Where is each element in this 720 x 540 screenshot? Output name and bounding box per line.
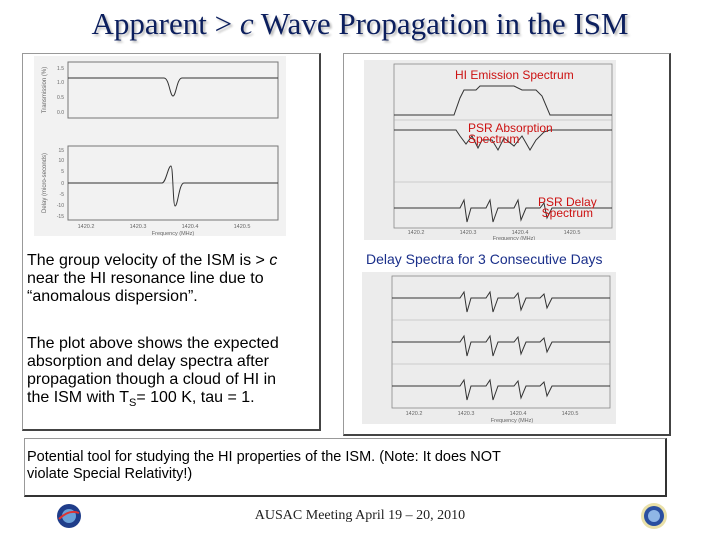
group-velocity-paragraph bbox=[27, 252, 319, 306]
bottom-tick: 10 bbox=[58, 158, 64, 164]
x-axis-label: Frequency (MHz) bbox=[492, 236, 536, 240]
bottom-tick: -15 bbox=[56, 214, 64, 220]
x-tick: 1420.2 bbox=[77, 224, 95, 230]
x-tick: 1420.4 bbox=[511, 230, 529, 236]
title-c: c bbox=[239, 6, 254, 41]
delay-spectra-figure bbox=[362, 272, 616, 424]
delay-spectra-caption: Delay Spectra for 3 Consecutive Days bbox=[366, 251, 603, 267]
hi-emission-label: HI Emission Spectrum bbox=[455, 68, 574, 82]
bottom-ylabel: Delay (micro-seconds) bbox=[42, 152, 48, 214]
top-ylabel: Transmission (%) bbox=[42, 66, 48, 114]
top-tick: 0.5 bbox=[57, 95, 64, 101]
p2-line2: absorption and delay spectra after bbox=[27, 353, 269, 370]
x-tick: 1420.5 bbox=[561, 411, 579, 417]
slide-title bbox=[0, 6, 720, 42]
x-tick: 1420.4 bbox=[509, 411, 527, 417]
x-tick: 1420.3 bbox=[459, 230, 477, 236]
bottom-tick: -10 bbox=[56, 203, 64, 209]
title-part-end: Wave Propagation in the ISM bbox=[253, 6, 629, 41]
bottom-tick: -5 bbox=[59, 192, 64, 198]
x-tick: 1420.3 bbox=[129, 224, 147, 230]
footer-text: AUSAC Meeting April 19 – 20, 2010 bbox=[254, 508, 466, 523]
bottom-note-box bbox=[24, 438, 667, 497]
bottom-tick: 15 bbox=[58, 148, 64, 154]
theory-spectra-figure bbox=[34, 56, 286, 236]
x-tick: 1420.3 bbox=[457, 411, 475, 417]
x-tick: 1420.5 bbox=[563, 230, 581, 236]
title-part: Apparent > bbox=[91, 6, 240, 41]
psr-absorption-line1: PSR Absorption bbox=[468, 121, 553, 135]
p1-line1: The group velocity of the ISM is > bbox=[27, 252, 270, 269]
p1-line3: “anomalous dispersion”. bbox=[27, 288, 198, 305]
x-tick: 1420.5 bbox=[233, 224, 251, 230]
x-tick: 1420.2 bbox=[407, 230, 425, 236]
bottom-tick: 5 bbox=[61, 169, 64, 175]
p2-line4: the ISM with T bbox=[27, 389, 129, 406]
p2-sub: S bbox=[128, 397, 137, 410]
x-axis-label: Frequency (MHz) bbox=[151, 231, 195, 236]
top-tick: 1.5 bbox=[57, 66, 64, 72]
note-line1: Potential tool for studying the HI properties of the ISM. (Note: It does NOT bbox=[27, 449, 501, 465]
psr-delay-line2: Spectrum bbox=[541, 206, 594, 220]
x-tick: 1420.2 bbox=[405, 411, 423, 417]
psr-delay-line1: PSR Delay bbox=[538, 195, 597, 209]
x-axis-label: Frequency (MHz) bbox=[490, 418, 534, 424]
p1-line2: near the HI resonance line due to bbox=[27, 270, 264, 287]
x-tick: 1420.4 bbox=[181, 224, 199, 230]
psr-absorption-line2: Spectrum bbox=[468, 132, 520, 146]
p2-line3: propagation though a cloud of HI in bbox=[27, 371, 277, 388]
plot-description-paragraph bbox=[27, 335, 319, 412]
p2-line1: The plot above shows the expected bbox=[27, 335, 279, 352]
psr-absorption-label bbox=[468, 123, 553, 145]
bottom-tick: 0 bbox=[61, 181, 64, 187]
p1-c: c bbox=[269, 252, 278, 269]
top-tick: 0.0 bbox=[57, 110, 64, 116]
note-line2: violate Special Relativity!) bbox=[27, 466, 193, 482]
top-tick: 1.0 bbox=[57, 80, 64, 86]
psr-delay-label bbox=[538, 197, 597, 219]
p2-line4-end: = 100 K, tau = 1. bbox=[136, 389, 255, 406]
